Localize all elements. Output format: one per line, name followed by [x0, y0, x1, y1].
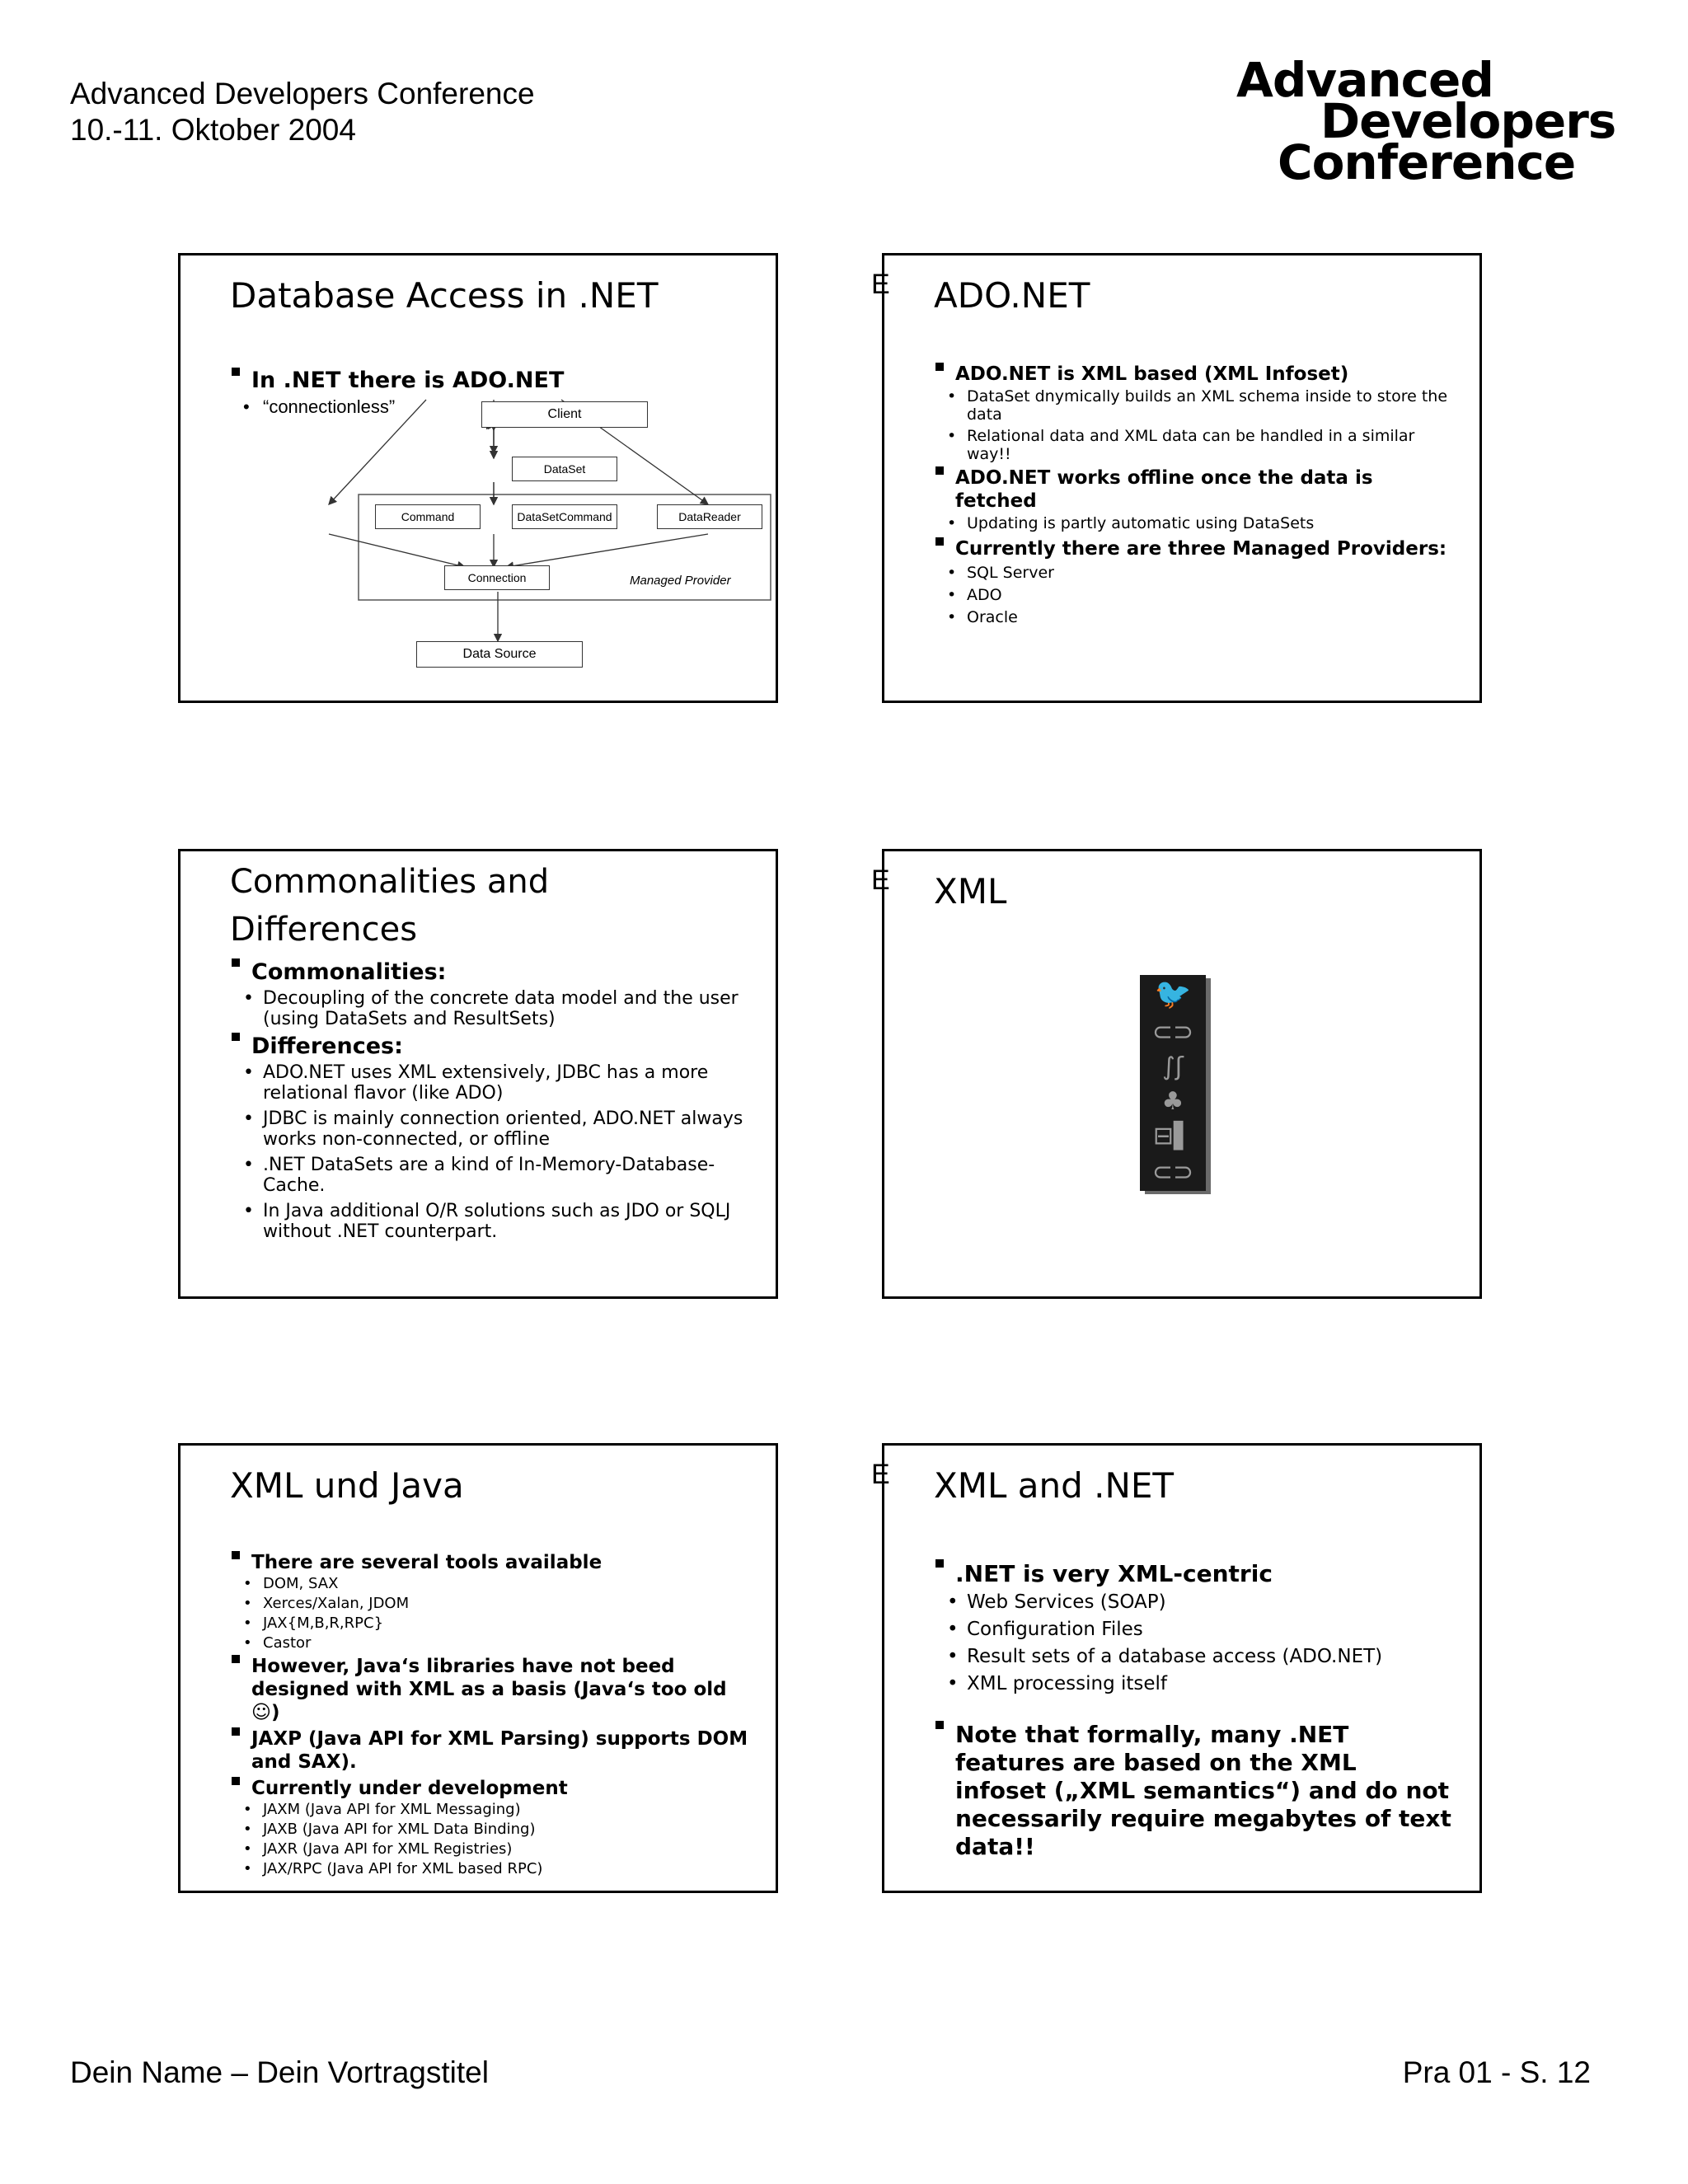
sub-bullet: • Result sets of a database access (ADO.NET) [934, 1643, 1455, 1671]
sub-bullet: • Oracle [934, 607, 1455, 629]
bullet: ADO.NET works offline once the data is fetched [934, 466, 1455, 513]
bullet: .NET is very XML-centric [934, 1559, 1455, 1589]
sub-bullet: • .NET DataSets are a kind of In-Memory-Database-Cache. [230, 1155, 751, 1196]
footer-page-number: Pra 01 - S. 12 [1402, 2055, 1591, 2089]
conference-logo [1236, 52, 1616, 190]
slide-marker: E [871, 865, 890, 896]
sub-bullet: • ADO.NET uses XML extensively, JDBC has a more relational flavor (like ADO) [230, 1062, 751, 1104]
conference-name: Advanced Developers Conference [70, 77, 535, 110]
slide-marker: E [871, 1459, 890, 1490]
data-source-box: Data Source [416, 641, 583, 668]
connection-box: Connection [444, 565, 550, 590]
sub-bullet: • JAXM (Java API for XML Messaging) [230, 1800, 751, 1820]
bullet: However, Java‘s libraries have not beed designed with XML as a basis (Java‘s too old ☺) [230, 1655, 751, 1724]
slide-title: XML and .NET [934, 1465, 1175, 1506]
slide-marker: E [871, 269, 890, 300]
eye-icon: ⊂⊃ [1151, 1158, 1194, 1187]
stool-icon: ⊟▌ [1152, 1122, 1193, 1151]
conference-header [70, 76, 535, 148]
sub-bullet: • Relational data and XML data can be handled in a similar way!! [934, 427, 1455, 463]
sub-bullet: • JAX/RPC (Java API for XML based RPC) [230, 1859, 751, 1879]
datareader-box: DataReader [657, 504, 762, 529]
slide-xml-und-java [178, 1443, 778, 1893]
slide-title: Database Access in .NET [230, 275, 659, 316]
sub-bullet: • Configuration Files [934, 1616, 1455, 1643]
slide-title-line-1: Commonalities and [230, 863, 550, 901]
sub-bullet: • “connectionless” [230, 396, 751, 418]
sub-bullet: • In Java additional O/R solutions such as JDO or SQLJ without .NET counterpart. [230, 1201, 751, 1242]
sub-bullet: • JAXB (Java API for XML Data Binding) [230, 1820, 751, 1840]
sub-bullet: • DOM, SAX [230, 1574, 751, 1594]
bird-icon: 🐦 [1154, 977, 1192, 1011]
sub-bullet: • Xerces/Xalan, JDOM [230, 1594, 751, 1614]
snake-icon: ∫ʃ [1162, 1052, 1184, 1081]
bullet: Currently there are three Managed Providers: [934, 537, 1455, 560]
bullet: Currently under development [230, 1777, 751, 1800]
logo-line-2: Developers [1320, 93, 1616, 149]
slide-database-access [178, 253, 778, 703]
sub-bullet: • Decoupling of the concrete data model and the user (using DataSets and ResultSets) [230, 988, 751, 1029]
slide-title-line-2: Differences [230, 911, 418, 949]
sub-bullet: • SQL Server [934, 562, 1455, 584]
slide-title: ADO.NET [934, 275, 1090, 316]
footer-author-title: Dein Name – Dein Vortragstitel [70, 2055, 489, 2089]
slide-title [230, 858, 549, 954]
sub-bullet: • Castor [230, 1633, 751, 1653]
bullet: Note that formally, many .NET features are based on the XML infoset („XML semantics“) and do not necessarily require megabytes of text data!! [934, 1721, 1455, 1861]
conference-date: 10.-11. Oktober 2004 [70, 113, 356, 147]
slide-xml-and-net [871, 1443, 1482, 1893]
dataset-box: DataSet [512, 457, 617, 481]
sub-bullet: • Updating is partly automatic using DataSets [934, 514, 1455, 532]
logo-line-3: Conference [1278, 134, 1576, 190]
bullet: ADO.NET is XML based (XML Infoset) [934, 363, 1455, 386]
command-box: Command [375, 504, 481, 529]
slide-ado-net [871, 253, 1482, 703]
managed-provider-label: Managed Provider [630, 574, 731, 588]
hieroglyph-image [1140, 975, 1206, 1191]
sub-bullet: • XML processing itself [934, 1671, 1455, 1698]
mouth-icon: ⊂⊃ [1151, 1018, 1194, 1047]
datasetcommand-box: DataSetCommand [512, 504, 617, 529]
bullet: In .NET there is ADO.NET [230, 368, 751, 393]
bullet: Commonalities: [230, 958, 751, 987]
logo-line-1: Advanced [1236, 52, 1493, 108]
vessel-icon: ♣ [1161, 1087, 1184, 1116]
sub-bullet: • JDBC is mainly connection oriented, ADO.NET always works non-connected, or offline [230, 1108, 751, 1150]
client-box: Client [481, 401, 648, 428]
slide-xml [871, 849, 1482, 1299]
slide-commonalities [178, 849, 778, 1299]
slide-title: XML und Java [230, 1465, 464, 1506]
sub-bullet: • JAXR (Java API for XML Registries) [230, 1840, 751, 1859]
slide-title: XML [934, 871, 1007, 912]
sub-bullet: • ADO [934, 584, 1455, 607]
ado-architecture-diagram [181, 255, 776, 701]
bullet: Differences: [230, 1033, 751, 1061]
bullet: JAXP (Java API for XML Parsing) supports DOM and SAX). [230, 1727, 751, 1774]
sub-bullet: • Web Services (SOAP) [934, 1589, 1455, 1616]
sub-bullet: • JAX{M,B,R,RPC} [230, 1614, 751, 1633]
bullet: There are several tools available [230, 1551, 751, 1574]
sub-bullet: • DataSet dnymically builds an XML schema inside to store the data [934, 387, 1455, 424]
